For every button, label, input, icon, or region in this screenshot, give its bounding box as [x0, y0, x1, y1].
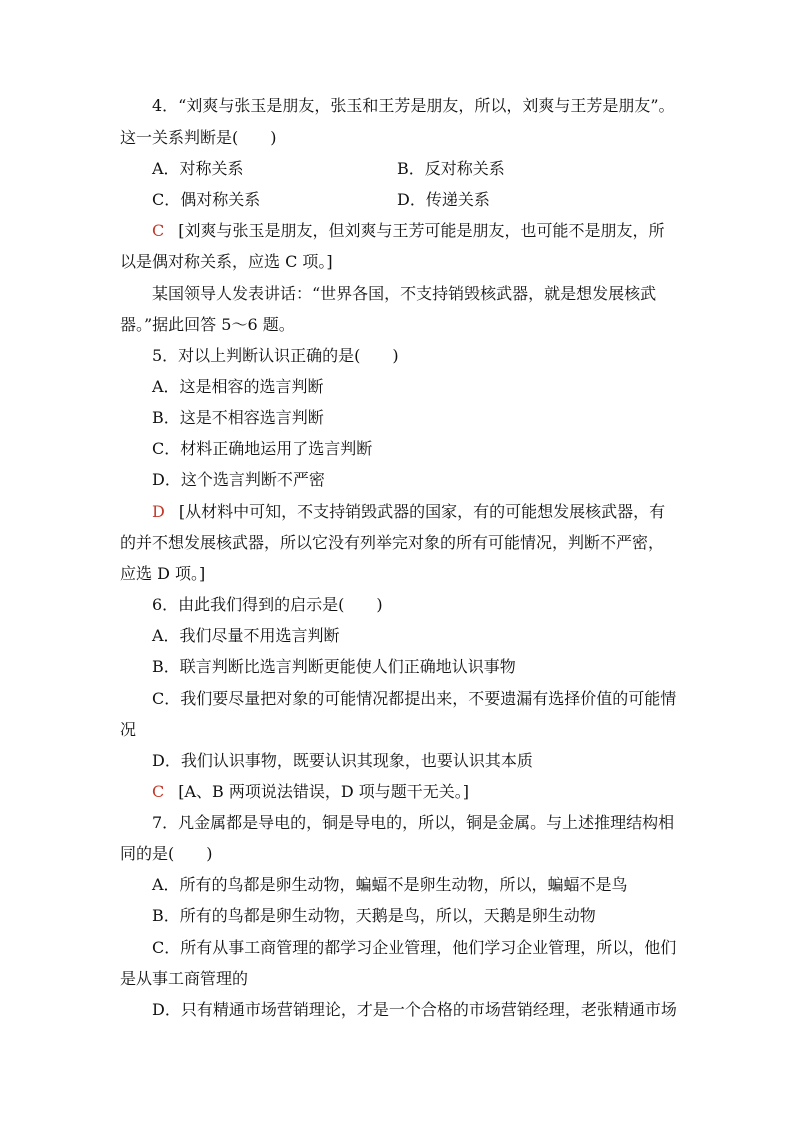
q6-answer-line1	[152, 781, 469, 803]
q5-option-b: B．这是不相容选言判断	[152, 408, 324, 427]
q7-stem-line1: 7．凡金属都是导电的，铜是导电的，所以，铜是金属。与上述推理结构相	[152, 813, 675, 832]
material-line1: 某国领导人发表讲话：“世界各国，不支持销毁核武器，就是想发展核武	[152, 284, 657, 303]
q5-answer-line1	[152, 501, 665, 523]
material-line2: 器。”据此回答 5～6 题。	[120, 315, 295, 334]
q5-explanation-line1: [从材料中可知，不支持销毁武器的国家，有的可能想发展核武器，有	[178, 502, 666, 521]
q7-option-a: A．所有的鸟都是卵生动物，蝙蝠不是卵生动物，所以，蝙蝠不是鸟	[152, 875, 628, 894]
q4-option-d: D．传递关系	[397, 190, 490, 209]
q7-option-c-line1: C．所有从事工商管理的都学习企业管理，他们学习企业管理，所以，他们	[152, 938, 677, 957]
q5-option-d: D．这个选言判断不严密	[152, 470, 325, 489]
q4-option-b: B．反对称关系	[397, 159, 505, 178]
q6-option-a: A．我们尽量不用选言判断	[152, 626, 340, 645]
q6-answer-letter: C	[152, 782, 165, 801]
q5-option-a: A．这是相容的选言判断	[152, 377, 324, 396]
q7-option-c-line2: 是从事工商管理的	[120, 969, 249, 988]
q5-stem: 5．对以上判断认识正确的是( )	[152, 346, 399, 365]
q6-option-d: D．我们认识事物，既要认识其现象，也要认识其本质	[152, 751, 533, 770]
q4-option-a: A．对称关系	[152, 159, 244, 178]
q6-option-c-line2: 况	[120, 720, 137, 739]
q5-option-c: C．材料正确地运用了选言判断	[152, 439, 373, 458]
q4-explanation-line2: 以是偶对称关系，应选 C 项。]	[120, 252, 333, 271]
q5-explanation-line2: 的并不想发展核武器，所以它没有列举完对象的所有可能情况，判断不严密，	[120, 533, 665, 552]
q6-explanation-line1: [A、B 两项说法错误，D 项与题干无关。]	[178, 782, 470, 801]
q5-answer-letter: D	[152, 502, 165, 521]
q4-answer-line1	[152, 220, 665, 242]
q7-option-d-line1: D．只有精通市场营销理论，才是一个合格的市场营销经理，老张精通市场	[152, 1000, 677, 1019]
q7-option-b: B．所有的鸟都是卵生动物，天鹅是鸟，所以，天鹅是卵生动物	[152, 906, 596, 925]
q4-answer-letter: C	[152, 221, 165, 240]
q4-stem-line2: 这一关系判断是( )	[120, 128, 277, 147]
q4-explanation-line1: [刘爽与张玉是朋友，但刘爽与王芳可能是朋友，也可能不是朋友，所	[178, 221, 665, 240]
q7-stem-line2: 同的是( )	[120, 844, 213, 863]
q6-option-c-line1: C．我们要尽量把对象的可能情况都提出来，不要遗漏有选择价值的可能情	[152, 689, 677, 708]
q6-option-b: B．联言判断比选言判断更能使人们正确地认识事物	[152, 657, 516, 676]
q4-stem-line1: 4．“刘爽与张玉是朋友，张玉和王芳是朋友，所以，刘爽与王芳是朋友”。	[152, 96, 675, 115]
q5-explanation-line3: 应选 D 项。]	[120, 564, 206, 583]
q6-stem: 6．由此我们得到的启示是( )	[152, 595, 383, 614]
q4-option-c: C．偶对称关系	[152, 190, 261, 209]
